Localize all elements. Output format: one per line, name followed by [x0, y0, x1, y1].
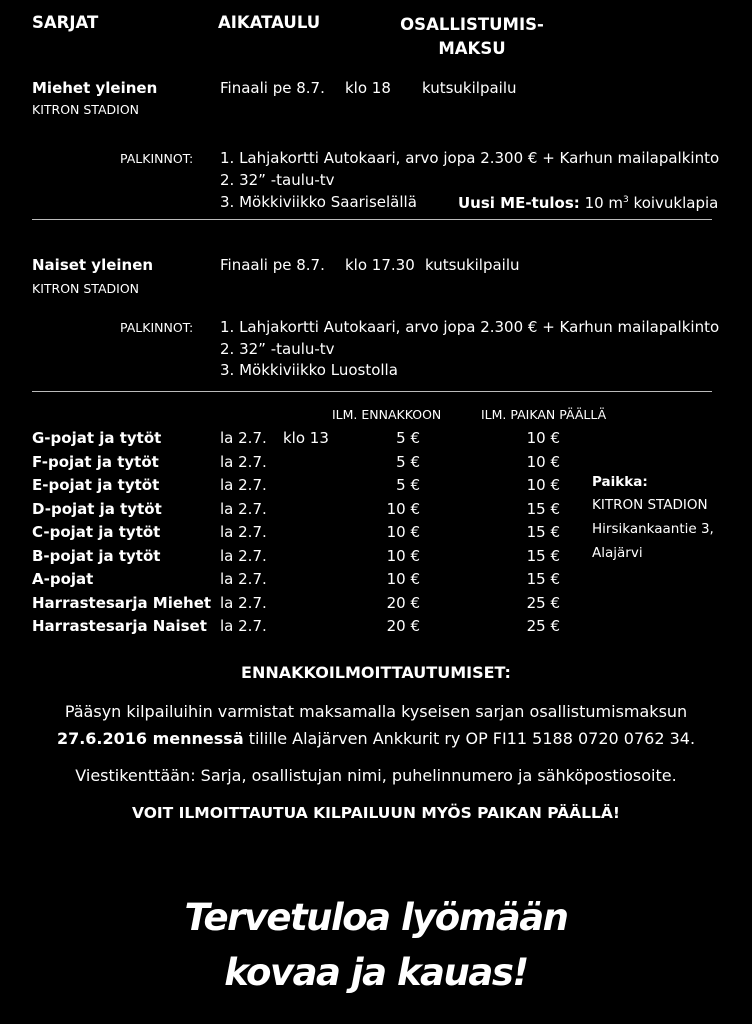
fee-row-advance: 5 €: [396, 429, 420, 447]
place-line-2: Hirsikankaantie 3,: [592, 521, 714, 537]
fee-row-advance: 10 €: [386, 570, 420, 588]
registration-title: ENNAKKOILMOITTAUTUMISET:: [241, 663, 511, 682]
fee-row-advance: 5 €: [396, 476, 420, 494]
fee-row-onsite: 10 €: [526, 452, 560, 471]
men-record: [458, 194, 718, 212]
registration-p1-line1: Pääsyn kilpailuihin varmistat maksamalla kyseisen sarjan osallistumismaksun: [64, 702, 688, 721]
fee-row-onsite: 15 €: [526, 523, 560, 541]
men-prize-3: 3. Mökkiviikko Saariselällä: [220, 193, 417, 211]
fee-row-series: C-pojat ja tytöt: [32, 523, 161, 541]
women-prizes-label: PALKINNOT:: [120, 320, 194, 335]
men-time: klo 18: [345, 79, 391, 97]
header-fee-line2: MAKSU: [438, 39, 506, 58]
place-line-3: Alajärvi: [592, 545, 643, 561]
fee-row-onsite: 15 €: [526, 499, 560, 518]
men-record-label: Uusi ME-tulos:: [458, 194, 580, 212]
fee-row-advance: 10 €: [386, 523, 420, 541]
slogan-line-2: kovaa ja kauas!: [224, 951, 528, 994]
men-prizes-label: PALKINNOT:: [120, 151, 194, 166]
fee-row-onsite: 10 €: [526, 476, 560, 494]
fee-row-date: la 2.7.: [220, 429, 267, 447]
women-prize-3: 3. Mökkiviikko Luostolla: [220, 361, 398, 379]
women-type: kutsukilpailu: [425, 256, 520, 274]
men-record-sup: 3: [623, 195, 629, 205]
header-schedule: AIKATAULU: [218, 13, 321, 32]
fee-row-advance: 10 €: [386, 546, 420, 565]
registration-deadline: 27.6.2016 mennessä: [56, 729, 244, 748]
header-fee-line1: OSALLISTUMIS-: [400, 15, 544, 34]
women-title: Naiset yleinen: [32, 256, 154, 274]
fee-row-date: la 2.7.: [220, 570, 267, 588]
men-prize-2: 2. 32” -taulu-tv: [220, 171, 335, 189]
registration-account: tilille Alajärven Ankkurit ry OP FI11 5188 0720 0762 34.: [248, 729, 696, 748]
fee-row-date: la 2.7.: [220, 499, 267, 518]
men-title: Miehet yleinen: [32, 79, 158, 97]
fee-row-time: klo 13: [283, 429, 329, 447]
fee-row-series: F-pojat ja tytöt: [32, 452, 159, 471]
fee-row-series: B-pojat ja tytöt: [32, 546, 161, 565]
men-venue: KITRON STADION: [32, 102, 140, 117]
fee-row-onsite: 10 €: [526, 429, 560, 447]
fee-row-onsite: 25 €: [526, 617, 560, 635]
women-venue: KITRON STADION: [32, 281, 140, 296]
divider-1: [32, 219, 712, 220]
fee-row-advance: 10 €: [386, 499, 420, 518]
fee-row-series: A-pojat: [32, 570, 94, 588]
men-type: kutsukilpailu: [422, 79, 517, 97]
fee-row-date: la 2.7.: [220, 523, 267, 541]
men-final: Finaali pe 8.7.: [220, 79, 325, 97]
registration-onsite-note: VOIT ILMOITTAUTUA KILPAILUUN MYÖS PAIKAN PÄÄLLÄ!: [131, 804, 620, 822]
fee-row-onsite: 15 €: [526, 570, 560, 588]
place-line-1: KITRON STADION: [592, 497, 708, 513]
men-record-item: koivuklapia: [633, 194, 719, 212]
fee-row-date: la 2.7.: [220, 476, 267, 494]
women-time: klo 17.30: [345, 256, 415, 274]
fee-row-series: Harrastesarja Miehet: [32, 593, 212, 612]
header-fee: [392, 13, 552, 61]
registration-message-field: Viestikenttään: Sarja, osallistujan nimi, puhelinnumero ja sähköpostiosoite.: [75, 766, 677, 785]
slogan-line-1: Tervetuloa lyömään: [184, 896, 568, 939]
col-onsite-header: ILM. PAIKAN PÄÄLLÄ: [481, 407, 607, 422]
fee-row-series: Harrastesarja Naiset: [32, 617, 207, 635]
fee-row-onsite: 25 €: [526, 593, 560, 612]
fee-row-advance: 20 €: [386, 593, 420, 612]
fee-row-date: la 2.7.: [220, 617, 267, 635]
divider-2: [32, 391, 712, 392]
fee-row-advance: 5 €: [396, 452, 420, 471]
women-prize-2: 2. 32” -taulu-tv: [220, 340, 335, 358]
fee-row-date: la 2.7.: [220, 593, 267, 612]
fee-row-onsite: 15 €: [526, 546, 560, 565]
registration-p1-line2: [0, 729, 752, 748]
fee-row-series: E-pojat ja tytöt: [32, 476, 160, 494]
men-prize-1: 1. Lahjakortti Autokaari, arvo jopa 2.300 € + Karhun mailapalkinto: [220, 149, 720, 167]
col-advance-header: ILM. ENNAKKOON: [332, 407, 442, 422]
place-label: Paikka:: [592, 474, 648, 490]
women-final: Finaali pe 8.7.: [220, 256, 325, 274]
men-record-amount: 10 m: [584, 194, 624, 212]
fee-row-date: la 2.7.: [220, 546, 267, 565]
fee-row-date: la 2.7.: [220, 452, 267, 471]
fee-row-series: D-pojat ja tytöt: [32, 499, 162, 518]
fee-row-series: G-pojat ja tytöt: [32, 429, 162, 447]
header-series: SARJAT: [32, 13, 99, 32]
fee-row-advance: 20 €: [386, 617, 420, 635]
women-prize-1: 1. Lahjakortti Autokaari, arvo jopa 2.300 € + Karhun mailapalkinto: [220, 318, 720, 336]
